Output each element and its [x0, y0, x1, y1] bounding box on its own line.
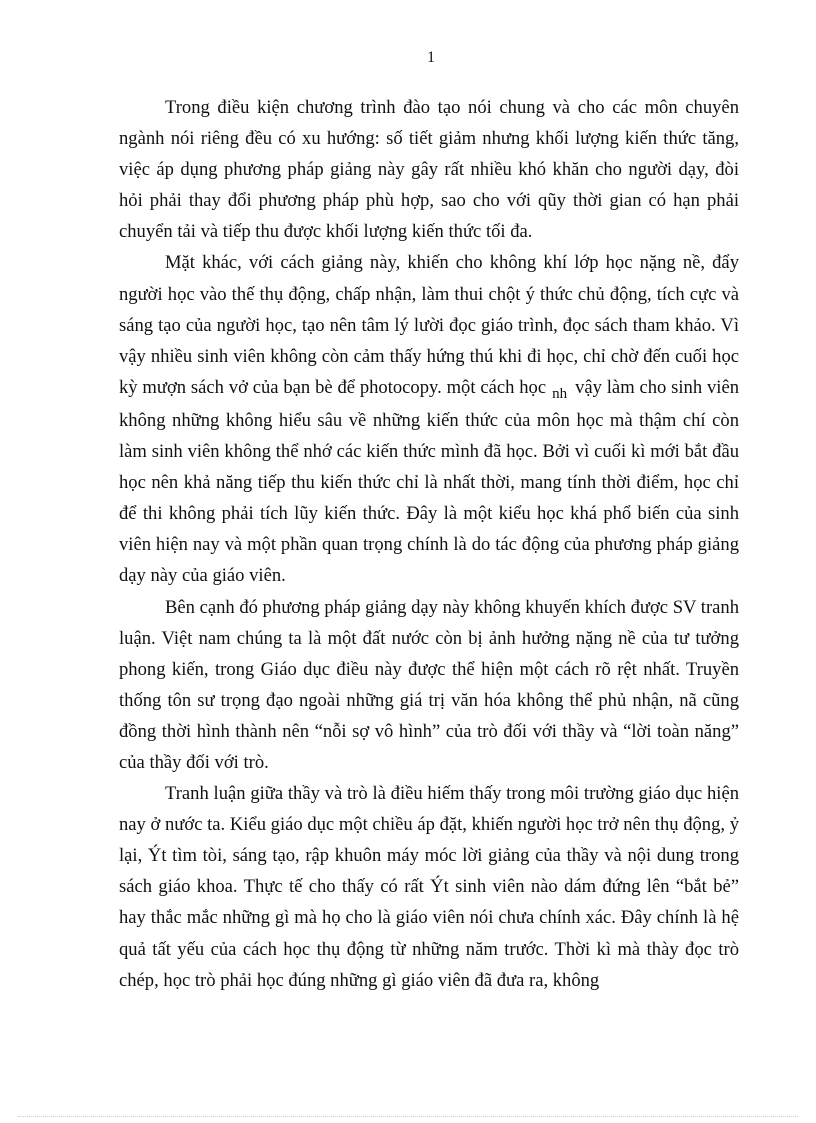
- page-bottom-divider: [18, 1116, 798, 1117]
- paragraph-2-text-after: vậy làm cho sinh viên không những không hiểu sâu về những kiến thức của môn học mà thậm chí còn làm sinh viên không thể nhớ các kiến thức mình đã học. Bởi vì cuối kì mới bắt đầu học nên khả năng tiếp thu kiến thức chỉ là nhất thời, mang tính thời điểm, học chỉ để thi không phải tích lũy kiến thức. Đây là một kiểu học khá phổ biến của sinh viên hiện nay và một phần quan trọng chính là do tác động của phương pháp giảng dạy này của giáo viên.: [119, 376, 739, 587]
- page-number: 1: [427, 49, 435, 66]
- document-body: [119, 92, 739, 996]
- paragraph-1: Trong điều kiện chương trình đào tạo nói chung và cho các môn chuyên ngành nói riêng đều có xu hướng: số tiết giảm nhưng khối lượng kiến thức tăng, việc áp dụng phương pháp giảng này gây rất nhiều khó khăn cho người dạy, đòi hỏi phải thay đổi phương pháp phù hợp, sao cho với qũy thời gian có hạn phải chuyển tải và tiếp thu được khối lượng kiến thức tối đa.: [119, 97, 739, 243]
- paragraph-2: [119, 247, 739, 591]
- paragraph-4: Tranh luận giữa thầy và trò là điều hiếm thấy trong môi trường giáo dục hiện nay ở nước ta. Kiểu giáo dục một chiều áp đặt, khiến người học trở nên thụ động, ỷ lại, Ýt tìm tòi, sáng tạo, rập khuôn máy móc lời giảng của thầy và nội dung trong sách giáo khoa. Thực tế cho thấy có rất Ýt sinh viên nào dám đứng lên “bắt bẻ” hay thắc mắc những gì mà họ cho là giáo viên nói chưa chính xác. Đây chính là hệ quả tất yếu của cách học thụ động từ những năm trước. Thời kì mà thày đọc trò chép, học trò phải học đúng những gì giáo viên đã đưa ra, không: [119, 783, 739, 991]
- paragraph-3: Bên cạnh đó phương pháp giảng dạy này không khuyến khích được SV tranh luận. Việt nam chúng ta là một đất nước còn bị ảnh hưởng nặng nề của tư tưởng phong kiến, trong Giáo dục điều này được thể hiện một cách rõ rệt nhất. Truyền thống tôn sư trọng đạo ngoài những giá trị văn hóa không thể phủ nhận, nã cũng đồng thời hình thành nên “nỗi sợ vô hình” của trò đối với thầy và “lời toàn năng” của thầy đối với trò.: [119, 596, 739, 773]
- paragraph-2-text-before: Mặt khác, với cách giảng này, khiến cho không khí lớp học nặng nề, đẩy người học vào thế thụ động, chấp nhận, làm thui chột ý thức chủ động, tích cực và sáng tạo của người học, tạo nên tâm lý lười đọc giáo trình, đọc sách tham khảo. Vì vậy nhiều sinh viên không còn cảm thấy hứng thú khi đi học, chỉ chờ đến cuối học kỳ mượn sách vở của bạn bè để photocopy. một cách học: [119, 252, 739, 398]
- stray-fragment-nh: nh: [552, 385, 568, 402]
